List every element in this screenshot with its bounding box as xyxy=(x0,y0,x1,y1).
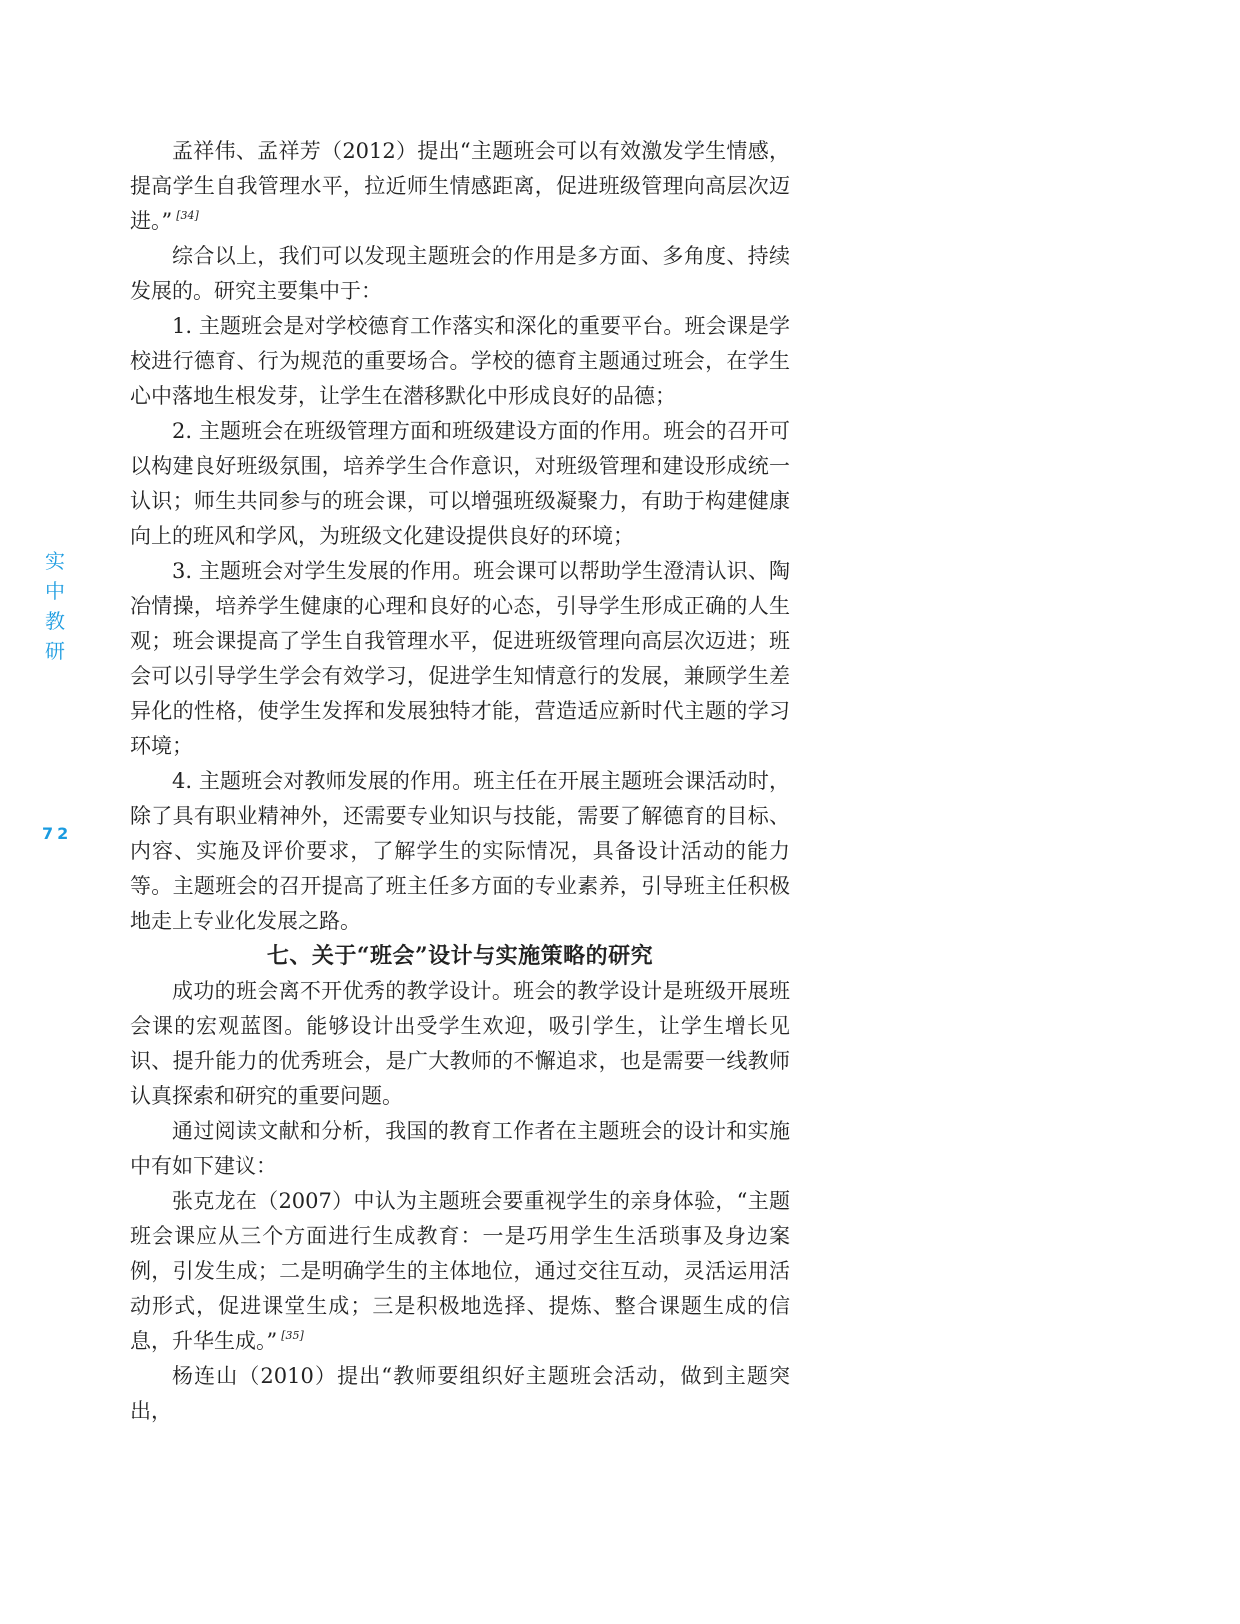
paragraph-text: 2. 主题班会在班级管理方面和班级建设方面的作用。班会的召开可以构建良好班级氛围，培养学生合作意识，对班级管理和建设形成统一认识；师生共同参与的班会课，可以增强班级凝聚力，有助于构建健康向上的班风和学风，为班级文化建设提供良好的环境； xyxy=(130,419,790,548)
paragraph-text: 4. 主题班会对教师发展的作用。班主任在开展主题班会课活动时，除了具有职业精神外，还需要专业知识与技能，需要了解德育的目标、内容、实施及评价要求，了解学生的实际情况，具备设计活动的能力等。主题班会的召开提高了班主任多方面的专业素养，引导班主任积极地走上专业化发展之路。 xyxy=(130,769,790,933)
paragraph xyxy=(130,239,790,309)
paragraph xyxy=(130,1114,790,1184)
paragraph-text: 孟祥伟、孟祥芳（2012）提出“主题班会可以有效激发学生情感，提高学生自我管理水平，拉近师生情感距离，促进班级管理向高层次迈进。” xyxy=(130,139,790,233)
paragraph xyxy=(130,134,790,239)
article-body xyxy=(130,134,790,1429)
paragraph-text: 杨连山（2010）提出“教师要组织好主题班会活动，做到主题突出， xyxy=(130,1364,790,1423)
paragraph-text: 1. 主题班会是对学校德育工作落实和深化的重要平台。班会课是学校进行德育、行为规范的重要场合。学校的德育主题通过班会，在学生心中落地生根发芽，让学生在潜移默化中形成良好的品德； xyxy=(130,314,790,408)
side-title-char: 研 xyxy=(45,639,65,663)
citation-ref: [35] xyxy=(281,1329,304,1342)
side-title-char: 实 xyxy=(45,549,65,573)
paragraph xyxy=(130,974,790,1114)
paragraph-text: 张克龙在（2007）中认为主题班会要重视学生的亲身体验，“主题班会课应从三个方面进行生成教育：一是巧用学生生活琐事及身边案例，引发生成；二是明确学生的主体地位，通过交往互动，灵活运用活动形式，促进课堂生成；三是积极地选择、提炼、整合课题生成的信息，升华生成。” xyxy=(130,1189,790,1353)
paragraph-text: 成功的班会离不开优秀的教学设计。班会的教学设计是班级开展班会课的宏观蓝图。能够设计出受学生欢迎，吸引学生，让学生增长见识、提升能力的优秀班会，是广大教师的不懈追求，也是需要一线教师认真探索和研究的重要问题。 xyxy=(130,979,790,1108)
section-heading: 七、关于“班会”设计与实施策略的研究 xyxy=(266,943,654,969)
list-paragraph xyxy=(130,309,790,414)
paragraph xyxy=(130,1184,790,1359)
side-title-char: 教 xyxy=(45,609,65,633)
paragraph xyxy=(130,1359,790,1429)
paragraph-text: 通过阅读文献和分析，我国的教育工作者在主题班会的设计和实施中有如下建议： xyxy=(130,1119,790,1178)
citation-ref: [34] xyxy=(176,209,199,222)
list-paragraph xyxy=(130,764,790,939)
list-paragraph xyxy=(130,554,790,764)
side-title-char: 中 xyxy=(45,579,65,603)
journal-side-title xyxy=(44,546,66,666)
paragraph-text: 综合以上，我们可以发现主题班会的作用是多方面、多角度、持续发展的。研究主要集中于： xyxy=(130,244,790,303)
paragraph-text: 3. 主题班会对学生发展的作用。班会课可以帮助学生澄清认识、陶冶情操，培养学生健康的心理和良好的心态，引导学生形成正确的人生观；班会课提高了学生自我管理水平，促进班级管理向高层次迈进；班会可以引导学生学会有效学习，促进学生知情意行的发展，兼顾学生差异化的性格，使学生发挥和发展独特才能，营造适应新时代主题的学习环境； xyxy=(130,559,790,758)
page-number: 72 xyxy=(42,824,73,843)
list-paragraph xyxy=(130,414,790,554)
